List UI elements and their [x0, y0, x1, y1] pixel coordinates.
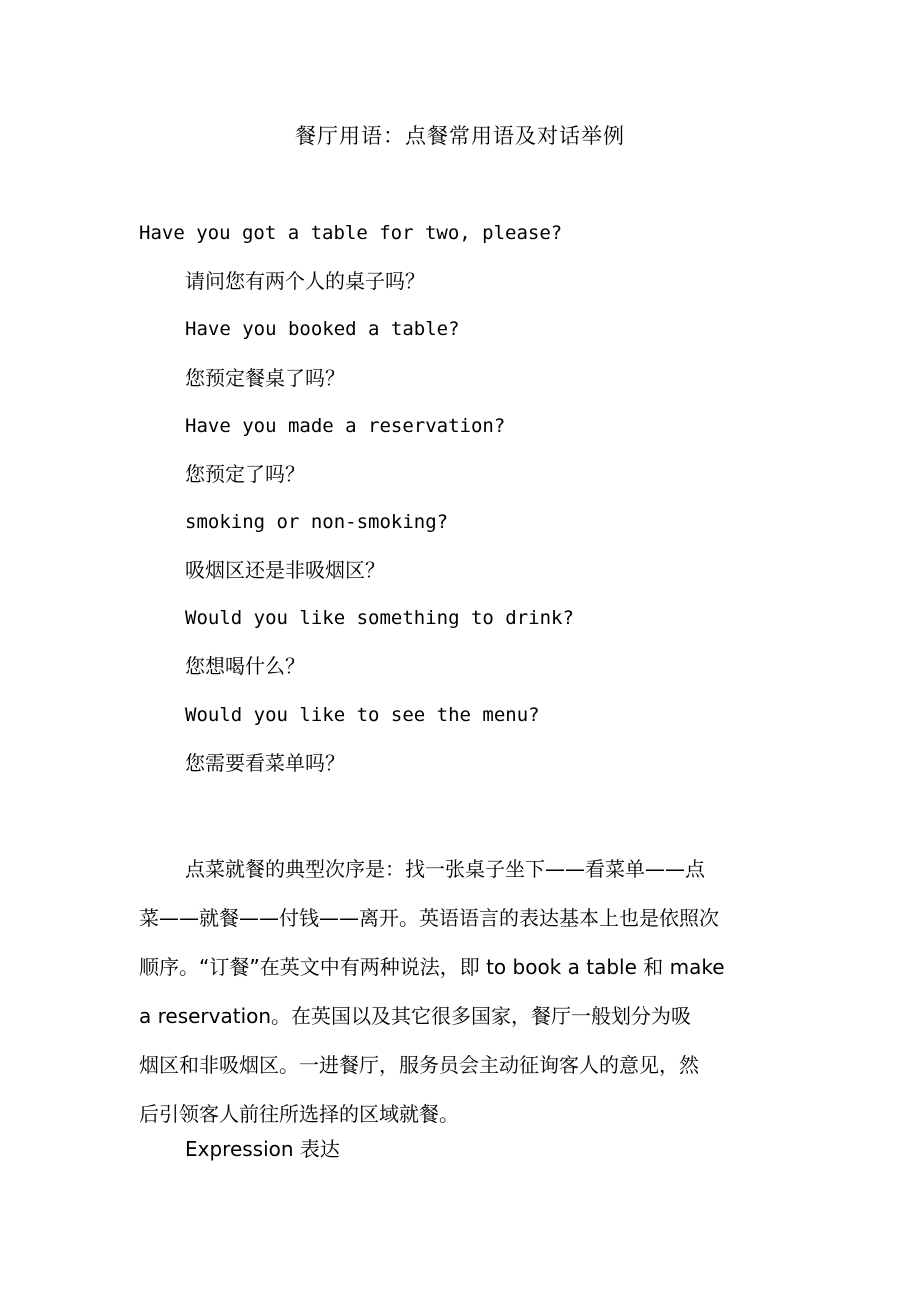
dialogue-line-en: Have you got a table for two, please? [139, 222, 563, 244]
body-paragraph [139, 845, 829, 1139]
paragraph-line: 后引领客人前往所选择的区域就餐。 [139, 1102, 459, 1126]
dialogue-line-en: smoking or non-smoking? [185, 511, 449, 533]
paragraph-line: 点菜就餐的典型次序是：找一张桌子坐下——看菜单——点 [185, 857, 705, 881]
dialogue-line-en: Would you like something to drink? [185, 607, 574, 629]
document-title: 餐厅用语：点餐常用语及对话举例 [295, 124, 625, 148]
dialogue-line-zh: 您预定了吗？ [185, 462, 305, 486]
paragraph-line: 顺序。“订餐”在英文中有两种说法，即 to book a table 和 make [139, 955, 725, 979]
paragraph-line: a reservation。在英国以及其它很多国家，餐厅一般划分为吸 [139, 1004, 692, 1028]
dialogue-line-zh: 吸烟区还是非吸烟区？ [185, 558, 385, 582]
dialogue-line-zh: 请问您有两个人的桌子吗？ [185, 269, 425, 293]
dialogue-line-en: Have you booked a table? [185, 318, 460, 340]
dialogue-line-zh: 您预定餐桌了吗？ [185, 366, 345, 390]
dialogue-line-zh: 您需要看菜单吗？ [185, 751, 345, 775]
dialogue-line-en: Have you made a reservation? [185, 415, 506, 437]
section-heading: Expression 表达 [185, 1137, 340, 1161]
dialogue-line-en: Would you like to see the menu? [185, 704, 540, 726]
paragraph-line: 烟区和非吸烟区。一进餐厅，服务员会主动征询客人的意见，然 [139, 1053, 699, 1077]
dialogue-line-zh: 您想喝什么？ [185, 654, 305, 678]
paragraph-line: 菜——就餐——付钱——离开。英语语言的表达基本上也是依照次 [139, 906, 719, 930]
